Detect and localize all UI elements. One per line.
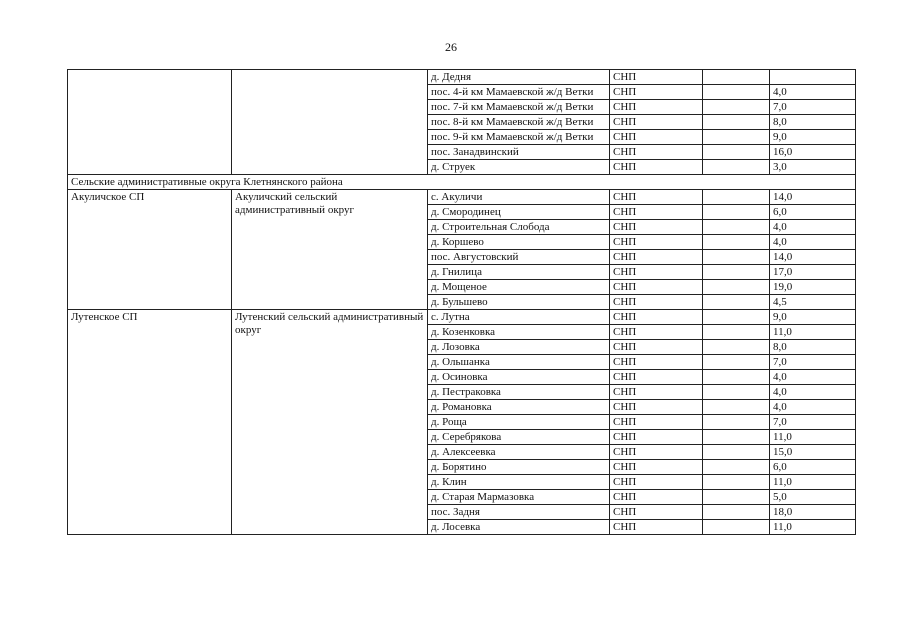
settlement-name: д. Роща xyxy=(428,415,610,430)
settlement-name: пос. Задня xyxy=(428,505,610,520)
distance-value: 6,0 xyxy=(770,460,856,475)
empty-cell xyxy=(703,385,770,400)
settlement-type: СНП xyxy=(610,520,703,535)
distance-value: 7,0 xyxy=(770,415,856,430)
settlement-name: д. Лосевка xyxy=(428,520,610,535)
empty-cell xyxy=(703,190,770,205)
settlement-type: СНП xyxy=(610,70,703,85)
distance-value: 8,0 xyxy=(770,340,856,355)
empty-cell xyxy=(703,505,770,520)
settlement-name: д. Борятино xyxy=(428,460,610,475)
settlement-type: СНП xyxy=(610,250,703,265)
settlement-name: пос. 9-й км Мамаевской ж/д Ветки xyxy=(428,130,610,145)
empty-cell xyxy=(703,400,770,415)
settlement-type: СНП xyxy=(610,160,703,175)
empty-cell xyxy=(703,115,770,130)
distance-value: 11,0 xyxy=(770,520,856,535)
empty-cell xyxy=(703,235,770,250)
settlement-name: д. Струек xyxy=(428,160,610,175)
empty-cell xyxy=(703,445,770,460)
settlement-type: СНП xyxy=(610,475,703,490)
settlement-type: СНП xyxy=(610,415,703,430)
empty-cell xyxy=(703,85,770,100)
settlement-name: с. Лутна xyxy=(428,310,610,325)
settlement-type: СНП xyxy=(610,220,703,235)
distance-value: 11,0 xyxy=(770,325,856,340)
settlement-name: д. Строительная Слобода xyxy=(428,220,610,235)
settlement-type: СНП xyxy=(610,505,703,520)
distance-value: 6,0 xyxy=(770,205,856,220)
settlement-name: д. Козенковка xyxy=(428,325,610,340)
district-cell xyxy=(232,70,428,175)
settlement-type: СНП xyxy=(610,355,703,370)
distance-value: 11,0 xyxy=(770,475,856,490)
empty-cell xyxy=(703,70,770,85)
distance-value: 5,0 xyxy=(770,490,856,505)
empty-cell xyxy=(703,295,770,310)
settlement-name: с. Акуличи xyxy=(428,190,610,205)
municipality-name: Лутенское СП xyxy=(68,310,232,535)
empty-cell xyxy=(703,475,770,490)
empty-cell xyxy=(703,460,770,475)
empty-cell xyxy=(703,310,770,325)
distance-value: 19,0 xyxy=(770,280,856,295)
distance-value: 4,0 xyxy=(770,370,856,385)
settlement-type: СНП xyxy=(610,490,703,505)
settlement-type: СНП xyxy=(610,190,703,205)
settlement-name: д. Клин xyxy=(428,475,610,490)
district-name: Акуличский сельский административный округ xyxy=(232,190,428,310)
empty-cell xyxy=(703,250,770,265)
settlement-name: д. Алексеевка xyxy=(428,445,610,460)
distance-value: 17,0 xyxy=(770,265,856,280)
settlement-name: д. Романовка xyxy=(428,400,610,415)
table-row xyxy=(68,70,856,85)
settlement-name: д. Бульшево xyxy=(428,295,610,310)
settlement-type: СНП xyxy=(610,460,703,475)
settlement-name: д. Пестраковка xyxy=(428,385,610,400)
settlement-name: пос. 4-й км Мамаевской ж/д Ветки xyxy=(428,85,610,100)
section-title: Сельские административные округа Клетнянского района xyxy=(68,175,856,190)
distance-value: 14,0 xyxy=(770,250,856,265)
settlement-type: СНП xyxy=(610,205,703,220)
settlement-type: СНП xyxy=(610,325,703,340)
distance-value: 4,0 xyxy=(770,385,856,400)
distance-value: 15,0 xyxy=(770,445,856,460)
empty-cell xyxy=(703,205,770,220)
empty-cell xyxy=(703,100,770,115)
settlement-type: СНП xyxy=(610,430,703,445)
settlement-type: СНП xyxy=(610,235,703,250)
empty-cell xyxy=(703,355,770,370)
settlement-name: пос. Занадвинский xyxy=(428,145,610,160)
empty-cell xyxy=(703,430,770,445)
settlement-type: СНП xyxy=(610,85,703,100)
distance-value xyxy=(770,70,856,85)
settlement-name: д. Дедня xyxy=(428,70,610,85)
empty-cell xyxy=(703,490,770,505)
empty-cell xyxy=(703,520,770,535)
settlement-name: д. Коршево xyxy=(428,235,610,250)
empty-cell xyxy=(703,415,770,430)
settlement-name: д. Осиновка xyxy=(428,370,610,385)
distance-value: 7,0 xyxy=(770,100,856,115)
settlement-type: СНП xyxy=(610,445,703,460)
distance-value: 4,0 xyxy=(770,85,856,100)
empty-cell xyxy=(703,325,770,340)
settlement-type: СНП xyxy=(610,115,703,130)
empty-cell xyxy=(703,370,770,385)
settlement-name: д. Смородинец xyxy=(428,205,610,220)
settlement-name: д. Ольшанка xyxy=(428,355,610,370)
distance-value: 4,0 xyxy=(770,400,856,415)
settlement-type: СНП xyxy=(610,310,703,325)
settlement-type: СНП xyxy=(610,100,703,115)
settlement-type: СНП xyxy=(610,370,703,385)
district-name: Лутенский сельский административный округ xyxy=(232,310,428,535)
settlement-type: СНП xyxy=(610,280,703,295)
distance-value: 4,5 xyxy=(770,295,856,310)
empty-cell xyxy=(703,160,770,175)
empty-cell xyxy=(703,145,770,160)
settlement-type: СНП xyxy=(610,340,703,355)
settlement-name: д. Серебрякова xyxy=(428,430,610,445)
settlements-table xyxy=(67,69,856,535)
settlement-type: СНП xyxy=(610,130,703,145)
settlement-name: д. Гнилица xyxy=(428,265,610,280)
municipality-cell xyxy=(68,70,232,175)
empty-cell xyxy=(703,340,770,355)
distance-value: 4,0 xyxy=(770,235,856,250)
table-row xyxy=(68,190,856,205)
settlement-type: СНП xyxy=(610,400,703,415)
settlement-type: СНП xyxy=(610,295,703,310)
distance-value: 18,0 xyxy=(770,505,856,520)
settlement-name: пос. 8-й км Мамаевской ж/д Ветки xyxy=(428,115,610,130)
settlement-name: пос. 7-й км Мамаевской ж/д Ветки xyxy=(428,100,610,115)
municipality-name: Акуличское СП xyxy=(68,190,232,310)
settlement-type: СНП xyxy=(610,265,703,280)
table-row xyxy=(68,310,856,325)
settlement-name: пос. Августовский xyxy=(428,250,610,265)
distance-value: 9,0 xyxy=(770,310,856,325)
distance-value: 9,0 xyxy=(770,130,856,145)
distance-value: 7,0 xyxy=(770,355,856,370)
empty-cell xyxy=(703,265,770,280)
empty-cell xyxy=(703,220,770,235)
distance-value: 16,0 xyxy=(770,145,856,160)
distance-value: 4,0 xyxy=(770,220,856,235)
distance-value: 14,0 xyxy=(770,190,856,205)
empty-cell xyxy=(703,280,770,295)
section-row xyxy=(68,175,856,190)
settlement-name: д. Лозовка xyxy=(428,340,610,355)
distance-value: 11,0 xyxy=(770,430,856,445)
settlement-name: д. Старая Мармазовка xyxy=(428,490,610,505)
page-number: 26 xyxy=(445,40,457,54)
settlement-name: д. Мощеное xyxy=(428,280,610,295)
distance-value: 8,0 xyxy=(770,115,856,130)
distance-value: 3,0 xyxy=(770,160,856,175)
settlement-type: СНП xyxy=(610,385,703,400)
settlement-type: СНП xyxy=(610,145,703,160)
empty-cell xyxy=(703,130,770,145)
